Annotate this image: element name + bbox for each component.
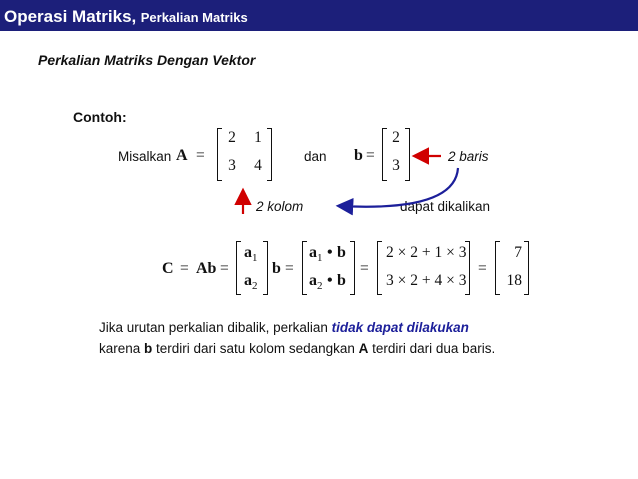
- a-symbol: a: [244, 272, 252, 289]
- can-multiply-label: dapat dikalikan: [400, 199, 491, 214]
- dot-product-row1: [309, 244, 346, 264]
- result-cell: 7: [514, 244, 522, 261]
- rows-vector-right-bracket: [263, 241, 268, 295]
- result-vector-right-bracket: [524, 241, 529, 295]
- two-cols-label: 2 kolom: [256, 199, 304, 214]
- arith-row2: 3 × 2 + 4 × 3: [386, 272, 467, 289]
- arith-row1: 2 × 2 + 1 × 3: [386, 244, 467, 261]
- dan-label: dan: [304, 149, 327, 164]
- equals-sign: =: [285, 260, 294, 277]
- section-title: Perkalian Matriks Dengan Vektor: [38, 52, 256, 68]
- matrix-a-cell: 1: [254, 129, 262, 146]
- blue-arrow-curve: [340, 168, 458, 207]
- arith-vector-right-bracket: [465, 241, 470, 295]
- a-symbol: a: [244, 244, 252, 261]
- explanation-line-1: [99, 320, 469, 335]
- dot-vector-left-bracket: [302, 241, 307, 295]
- example-label: Contoh:: [73, 109, 127, 125]
- b-symbol: b: [337, 244, 346, 261]
- equals-sign: =: [360, 260, 369, 277]
- explanation-text: terdiri dari dua baris.: [368, 341, 496, 356]
- explanation-text: Jika urutan perkalian dibalik, perkalian: [99, 320, 332, 335]
- equals-sign: =: [220, 260, 229, 277]
- row-vector-a1: [244, 244, 258, 264]
- vector-b-cell: 2: [392, 129, 400, 146]
- explanation-line-2: [99, 341, 495, 356]
- equals-sign: =: [196, 147, 205, 164]
- explanation-text: karena: [99, 341, 145, 356]
- equals-sign: =: [478, 260, 487, 277]
- subscript: 2: [252, 280, 258, 293]
- explanation-bold-b: b: [144, 341, 153, 356]
- matrix-a-cell: 4: [254, 157, 262, 174]
- equals-sign: =: [180, 260, 189, 277]
- arith-vector-left-bracket: [377, 241, 382, 295]
- dot-symbol: •: [326, 272, 333, 289]
- vector-b-cell: 3: [392, 157, 400, 174]
- row-vector-a2: [244, 272, 258, 292]
- matrix-a-symbol: A: [176, 147, 188, 164]
- dot-symbol: •: [326, 244, 333, 261]
- subscript: 2: [317, 280, 323, 293]
- vector-b-symbol: b: [354, 147, 363, 164]
- dot-product-row2: [309, 272, 346, 292]
- dot-vector-right-bracket: [350, 241, 355, 295]
- matrix-a-cell: 3: [228, 157, 236, 174]
- b-symbol: b: [272, 260, 281, 277]
- a-symbol: a: [309, 272, 317, 289]
- misalkan-label: Misalkan: [118, 149, 172, 164]
- ab-symbol: Ab: [196, 260, 217, 277]
- rows-vector-left-bracket: [236, 241, 241, 295]
- subscript: 1: [252, 252, 258, 265]
- equals-sign: =: [366, 147, 375, 164]
- b-symbol: b: [337, 272, 346, 289]
- explanation-emphasis: tidak dapat dilakukan: [331, 320, 469, 335]
- two-rows-label: 2 baris: [448, 149, 489, 164]
- c-symbol: C: [162, 260, 174, 277]
- a-symbol: a: [309, 244, 317, 261]
- result-cell: 18: [506, 272, 522, 289]
- matrix-a-cell: 2: [228, 129, 236, 146]
- subscript: 1: [317, 252, 323, 265]
- header-title: Operasi Matriks,: [4, 7, 137, 26]
- explanation-text: terdiri dari satu kolom sedangkan: [152, 341, 359, 356]
- header-subtitle: Perkalian Matriks: [140, 10, 248, 25]
- explanation-bold-a: A: [358, 341, 369, 356]
